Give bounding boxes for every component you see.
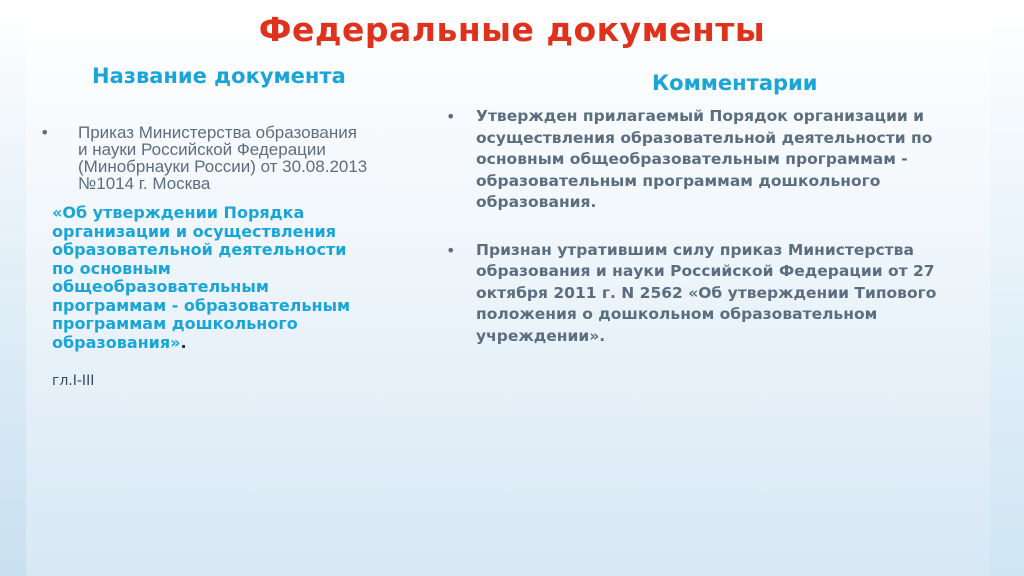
comment-item [446, 106, 946, 214]
comment-text: Утвержден прилагаемый Порядок организации и осуществления образовательной деятельности по основным общеобразовательным программам - образовательным программам дошкольного образования. [476, 107, 933, 211]
order-description: Приказ Министерства образования и науки Российской Федерации (Минобрнауки России) от 30.08.2013 №1014 г. Москва [78, 123, 368, 193]
column-header-comments: Комментарии [652, 71, 818, 95]
order-title-period: . [180, 332, 187, 352]
comment-item [446, 240, 946, 348]
left-decor-bar [0, 0, 26, 576]
document-column [40, 124, 370, 389]
document-bullet-item [40, 124, 370, 192]
comments-column [446, 106, 946, 347]
slide-title: Федеральные документы [258, 10, 766, 49]
right-decor-bar [990, 0, 1024, 576]
order-title [52, 204, 372, 352]
bullet-marker: • [446, 240, 456, 260]
chapters-reference: гл.I-III [52, 373, 95, 389]
comment-text: Признан утратившим силу приказ Министерства образования и науки Российской Федерации от 27 октября 2011 г. N 2562 «Об утверждении Типового положения о дошкольном образовательном учреждении». [476, 240, 937, 345]
bullet-marker: • [446, 107, 456, 126]
column-header-document-name: Название документа [92, 64, 346, 88]
order-title-text: «Об утверждении Порядка организации и осуществления образовательной деятельности по основным общеобразовательным программам - образовательным программам дошкольного образования» [52, 203, 351, 352]
bullet-marker: • [40, 123, 50, 142]
